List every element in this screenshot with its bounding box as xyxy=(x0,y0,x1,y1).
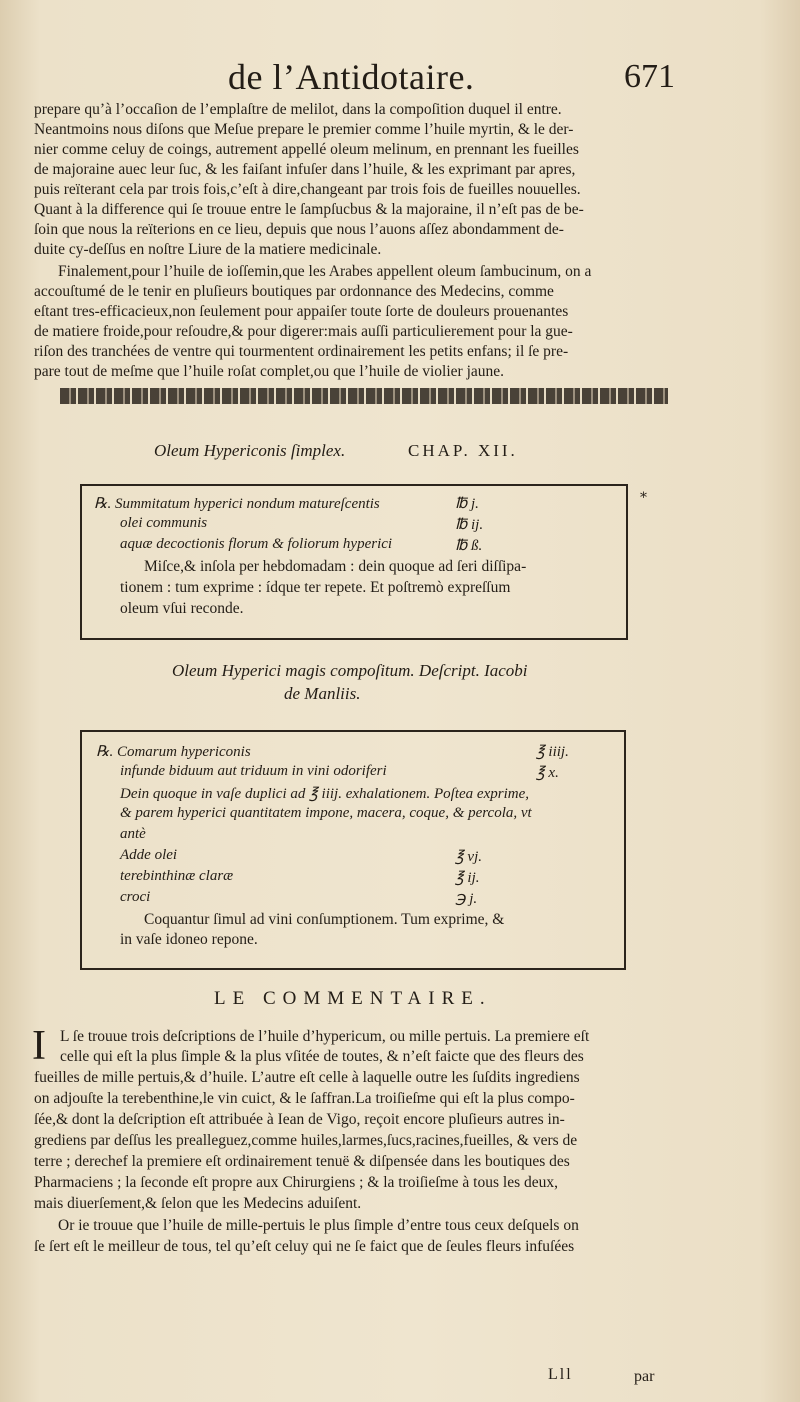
text-line: duite cy-deſſus en noſtre Liure de la matiere medicinale. xyxy=(34,241,382,258)
text-line: Or ie trouue que l’huile de mille-pertuis le plus ſimple d’entre tous ceux deſquels on xyxy=(58,1217,579,1234)
directions-line: oleum vſui reconde. xyxy=(120,600,244,617)
text-line: mais diuerſement,& ſelon que les Medecins aduiſent. xyxy=(34,1195,362,1212)
ingredient-quantity: ℈ j. xyxy=(455,891,478,907)
ingredient-name: croci xyxy=(120,889,151,905)
recipe-title: Oleum Hyperici magis compoſitum. Deſcript. Iacobi xyxy=(172,661,528,680)
text-line: L ſe trouue trois deſcriptions de l’huile d’hypericum, ou mille pertuis. La premiere eſt xyxy=(60,1028,590,1045)
running-title: de l’Antidotaire. xyxy=(228,57,475,97)
directions-line: antè xyxy=(120,826,146,842)
text-line: terre ; derechef la premiere eſt ordinairement tenuë & diſpensée dans les boutiques des xyxy=(34,1153,570,1170)
commentary-title: LE COMMENTAIRE. xyxy=(214,988,492,1009)
text-line: Finalement,pour l’huile de ioſſemin,que les Arabes appellent oleum ſambucinum, on a xyxy=(58,263,592,280)
ingredient-name: terebinthinæ claræ xyxy=(120,868,234,884)
recipe-title-continued: de Manliis. xyxy=(284,684,361,703)
ingredient-name: Adde olei xyxy=(120,847,178,863)
ingredient-name: ℞. Comarum hypericonis xyxy=(96,744,251,760)
text-line: riſon des tranchées de ventre qui tourmentent ordinairement les petits enfans; il ſe pre- xyxy=(34,343,569,360)
directions-line: tionem : tum exprime : ídque ter repete. Et poſtremò expreſſum xyxy=(120,579,511,596)
directions-line: in vaſe idoneo repone. xyxy=(120,931,258,948)
page-number: 671 xyxy=(624,58,675,95)
ingredient-quantity: ℥ ij. xyxy=(455,870,480,886)
directions-line: Dein quoque in vaſe duplici ad ℥ iiij. exhalationem. Poſtea exprime, xyxy=(120,786,529,802)
ingredient-quantity: ℔ ij. xyxy=(455,517,484,533)
text-line: fueilles de mille pertuis,& d’huile. L’autre eſt celle à laquelle outre les ſuſdits ingrediens xyxy=(34,1069,580,1086)
text-line: Neantmoins nous diſons que Meſue prepare le premier comme l’huile myrtin, & le der- xyxy=(34,121,574,138)
ingredient-quantity: ℥ iiij. xyxy=(536,744,569,760)
ingredient-quantity: ℔ j. xyxy=(455,496,479,512)
decorative-ornament-band xyxy=(60,388,668,404)
ingredient-quantity: ℔ ß. xyxy=(455,538,483,554)
text-line: on adjouſte la terebenthine,le vin cuict, & le ſaffran.La troiſieſme qui eſt la plus compo- xyxy=(34,1090,575,1107)
margin-asterisk: * xyxy=(640,490,647,506)
text-line: celle qui eſt la plus ſimple & la plus vſitée de toutes, & n’eſt faicte que des fleurs des xyxy=(60,1048,584,1065)
ingredient-quantity: ℥ x. xyxy=(536,765,559,781)
text-line: grediens par deſſus les prealleguez,comme huiles,larmes,ſucs,racines,fueilles, & vers de xyxy=(34,1132,578,1149)
text-line: puis reïterant cela par trois fois,c’eſt à dire,changeant par trois fois de fueilles nouuelles. xyxy=(34,181,581,198)
directions-line: Coquantur ſimul ad vini conſumptionem. Tum exprime, & xyxy=(144,911,505,928)
ingredient-name: infunde biduum aut triduum in vini odoriferi xyxy=(120,763,387,779)
text-line: prepare qu’à l’occaſion de l’emplaſtre de melilot, dans la compoſition duquel il entre. xyxy=(34,101,562,118)
ingredient-name: olei communis xyxy=(120,515,208,531)
ingredient-name: ℞. Summitatum hyperici nondum matureſcentis xyxy=(94,496,380,512)
text-line: de matiere froide,pour reſoudre,& pour digerer:mais auſſi particulierement pour la gue- xyxy=(34,323,573,340)
text-line: ſée,& dont la deſcription eſt attribuée à Iean de Vigo, reçoit encore pluſieurs autres in- xyxy=(34,1111,565,1128)
page-header xyxy=(0,56,800,106)
text-line: ſe ſert eſt le meilleur de tous, tel qu’eſt celuy qui ne ſe faict que de ſeules fleurs infuſées xyxy=(34,1238,575,1255)
signature-mark: Lll xyxy=(548,1366,573,1383)
text-line: eſtant tres-efficacieux,non ſeulement pour appaiſer toute ſorte de douleurs prouenantes xyxy=(34,303,569,320)
text-line: de majoraine auec leur ſuc, & les faiſant infuſer dans l’huile, & les exprimant par apres, xyxy=(34,161,576,178)
catchword: par xyxy=(634,1368,655,1385)
ingredient-name: aquæ decoctionis florum & foliorum hyperici xyxy=(120,536,393,552)
recipe-title: Oleum Hypericonis ſimplex. xyxy=(154,441,346,460)
text-line: Pharmaciens ; la ſeconde eſt propre aux Chirurgiens ; & la troiſieſme à tous les deux, xyxy=(34,1174,558,1191)
directions-line: Miſce,& inſola per hebdomadam : dein quoque ad ſeri diſſipa- xyxy=(144,558,527,575)
text-line: Quant à la difference qui ſe trouue entre le ſampſucbus & la majoraine, il n’eſt pas de be- xyxy=(34,201,584,218)
drop-cap: I xyxy=(32,1023,46,1069)
directions-line: & parem hyperici quantitatem impone, macera, coque, & percola, vt xyxy=(120,805,532,821)
text-line: ſoin que nous la reïterions en ce lieu, depuis que nous l’auons aſſez abondamment de- xyxy=(34,221,564,238)
text-line: accouſtumé de le tenir en pluſieurs boutiques par ordonnance des Medecins, comme xyxy=(34,283,554,300)
text-line: nier comme celuy de coings, autrement appellé oleum melinum, en prennant les fueilles xyxy=(34,141,579,158)
text-line: pare tout de meſme que l’huile roſat complet,ou que l’huile de violier jaune. xyxy=(34,363,505,380)
ingredient-quantity: ℥ vj. xyxy=(455,849,482,865)
chapter-heading: CHAP. XII. xyxy=(408,441,518,460)
